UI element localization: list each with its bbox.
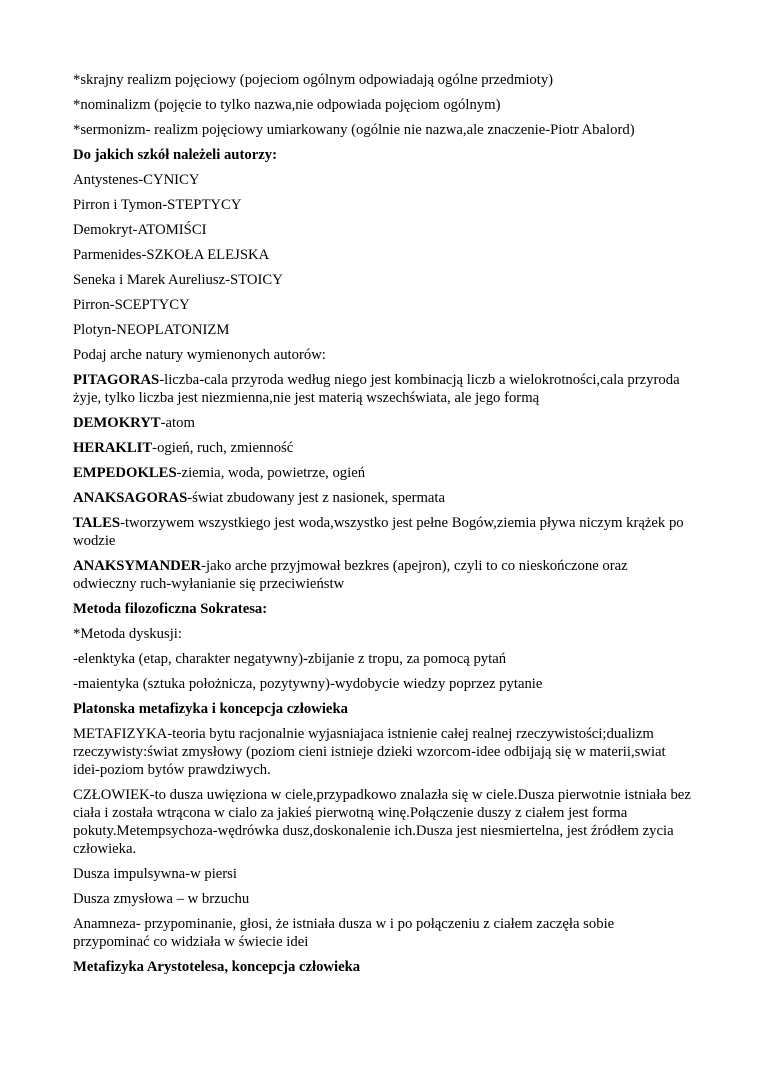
arche-item-tales bbox=[73, 514, 693, 550]
plato-soul-impulsive: Dusza impulsywna-w piersi bbox=[73, 866, 237, 882]
arche-item-anaksymander bbox=[73, 557, 693, 593]
arche-item-empedokles bbox=[73, 464, 693, 482]
school-item: Parmenides-SZKOŁA ELEJSKA bbox=[73, 247, 270, 263]
arche-heading: Podaj arche natury wymienonych autorów: bbox=[73, 347, 326, 363]
plato-heading: Platonska metafizyka i koncepcja człowieka bbox=[73, 701, 348, 717]
arche-name: EMPEDOKLES bbox=[73, 465, 177, 481]
socrates-heading: Metoda filozoficzna Sokratesa: bbox=[73, 601, 268, 617]
plato-anamnesis: Anamneza- przypominanie, głosi, że istniała dusza w i po połączeniu z ciałem zaczęła sobie przypominać co widziała w świecie idei bbox=[73, 916, 615, 950]
socrates-item: *Metoda dyskusji: bbox=[73, 626, 182, 642]
arche-name: ANAKSAGORAS bbox=[73, 490, 188, 506]
arche-item-anaksagoras bbox=[73, 489, 693, 507]
text-line-realism: *skrajny realizm pojęciowy (pojeciom ogólnym odpowiadają ogólne przedmioty) bbox=[73, 72, 554, 88]
socrates-item: -maientyka (sztuka położnicza, pozytywny)-wydobycie wiedzy poprzez pytanie bbox=[73, 676, 543, 692]
plato-metaphysics: METAFIZYKA-teoria bytu racjonalnie wyjasniajaca istnienie całej realnej rzeczywistości;dualizm rzeczywisty:świat zmysłowy (poziom cieni istnieje dzieki wzorcom-idee odbijają się w materii,swiat idei-poziom bytów prawdziwych. bbox=[73, 726, 666, 778]
arche-text: -ogień, ruch, zmienność bbox=[152, 440, 294, 456]
arche-name: HERAKLIT bbox=[73, 440, 153, 456]
arche-text: -tworzywem wszystkiego jest woda,wszystko jest pełne Bogów,ziemia pływa niczym krążek po wodzie bbox=[73, 515, 684, 549]
schools-heading: Do jakich szkół należeli autorzy: bbox=[73, 147, 277, 163]
school-item: Plotyn-NEOPLATONIZM bbox=[73, 322, 230, 338]
arche-text: -liczba-cala przyroda według niego jest kombinacją liczb a wielokrotności,cala przyroda żyje, tylko liczba jest niezmienna,nie jest materią wszechświata, ale jego formą bbox=[73, 372, 680, 406]
arche-item-heraklit bbox=[73, 439, 693, 457]
aristotle-heading: Metafizyka Arystotelesa, koncepcja człowieka bbox=[73, 959, 361, 975]
plato-human: CZŁOWIEK-to dusza uwięziona w ciele,przypadkowo znalazła się w ciele.Dusza pierwotnie istniała bez ciała i została wtrącona w cialo za jakieś pierwotną winę.Połączenie duszy z ciałem jest forma pokuty.Metempsychoza-wędrówka dusz,doskonalenie ich.Dusza jest niesmiertelna, jest źródłem zycia człowieka. bbox=[73, 787, 691, 857]
text-line-nominalism: *nominalizm (pojęcie to tylko nazwa,nie odpowiada pojęciom ogólnym) bbox=[73, 97, 501, 113]
arche-text: -jako arche przyjmował bezkres (apejron), czyli to co nieskończone oraz odwieczny ruch-wyłanianie się przeciwieństw bbox=[73, 558, 628, 592]
arche-text: -świat zbudowany jest z nasionek, spermata bbox=[187, 490, 446, 506]
arche-text: -atom bbox=[160, 415, 195, 431]
arche-item-pitagoras bbox=[73, 371, 693, 407]
arche-name: ANAKSYMANDER bbox=[73, 558, 202, 574]
school-item: Demokryt-ATOMIŚCI bbox=[73, 222, 207, 238]
arche-name: DEMOKRYT bbox=[73, 415, 161, 431]
school-item: Pirron i Tymon-STEPTYCY bbox=[73, 197, 242, 213]
arche-name: PITAGORAS bbox=[73, 372, 160, 388]
school-item: Pirron-SCEPTYCY bbox=[73, 297, 190, 313]
socrates-item: -elenktyka (etap, charakter negatywny)-zbijanie z tropu, za pomocą pytań bbox=[73, 651, 507, 667]
arche-name: TALES bbox=[73, 515, 121, 531]
school-item: Seneka i Marek Aureliusz-STOICY bbox=[73, 272, 283, 288]
text-line-sermonism: *sermonizm- realizm pojęciowy umiarkowany (ogólnie nie nazwa,ale znaczenie-Piotr Abalord) bbox=[73, 122, 635, 138]
plato-soul-sensual: Dusza zmysłowa – w brzuchu bbox=[73, 891, 250, 907]
arche-item-demokryt bbox=[73, 414, 693, 432]
school-item: Antystenes-CYNICY bbox=[73, 172, 200, 188]
document-page bbox=[73, 71, 693, 983]
arche-text: -ziemia, woda, powietrze, ogień bbox=[176, 465, 366, 481]
